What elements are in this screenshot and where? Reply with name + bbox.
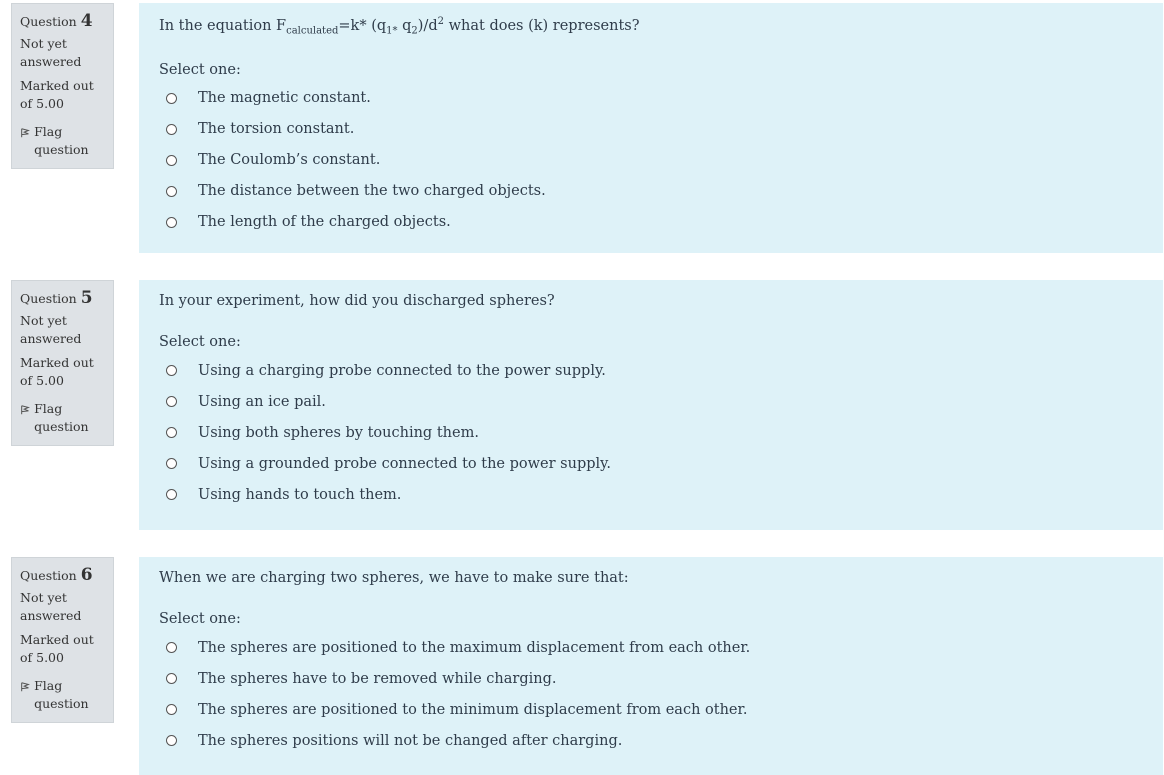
answer-option[interactable] [159,176,1143,207]
radio-button[interactable] [166,217,177,228]
radio-button[interactable] [166,458,177,469]
answer-option[interactable] [159,448,1143,479]
radio-button[interactable] [166,489,177,500]
answer-option[interactable] [159,207,1143,238]
answer-option[interactable] [159,663,1143,694]
select-one-prompt: Select one: [159,334,241,350]
question-info [11,280,114,446]
answer-label: The spheres are positioned to the minimum displacement from each other. [198,701,748,718]
flag-question-link[interactable] [20,123,107,159]
question-number [20,566,107,585]
flag-question-link[interactable] [20,677,107,713]
question-grade: Marked out of 5.00 [20,78,94,111]
question-content [139,280,1163,530]
select-one-prompt: Select one: [159,61,241,78]
radio-button[interactable] [166,427,177,438]
radio-button[interactable] [166,93,177,104]
question-grade: Marked out of 5.00 [20,355,94,388]
question-number-value: 6 [80,565,93,585]
radio-button[interactable] [166,396,177,407]
answer-label: Using an ice pail. [198,393,326,410]
answer-option[interactable] [159,694,1143,725]
question-text: In the equation $F_{calculated}=k*$ ($q_{1*}$ $q_2)/d^2$ what does (k) represents? [159,16,640,37]
radio-button[interactable] [166,704,177,715]
question-label: Question [20,14,77,29]
question-number [20,289,107,308]
answer-label: The spheres positions will not be changed after charging. [198,732,623,749]
flag-icon [20,404,30,416]
radio-button[interactable] [166,186,177,197]
question-state: Not yet answered [20,313,82,346]
question-state: Not yet answered [20,590,82,623]
flag-question-link[interactable] [20,400,107,436]
answer-option[interactable] [159,386,1143,417]
flag-label: Flag question [34,124,89,157]
answer-option[interactable] [159,479,1143,510]
question-grade: Marked out of 5.00 [20,632,94,665]
answer-label: Using hands to touch them. [198,486,402,503]
flag-icon [20,681,30,693]
answer-label: The magnetic constant. [198,90,371,107]
answer-label: The spheres have to be removed while charging. [198,670,557,687]
answer-label: The distance between the two charged objects. [198,183,546,200]
radio-button[interactable] [166,642,177,653]
answer-label: The torsion constant. [198,121,355,138]
flag-label: Flag question [34,401,89,434]
radio-button[interactable] [166,735,177,746]
question-text: In your experiment, how did you discharged spheres? [159,293,555,309]
question-number-value: 5 [80,288,93,308]
answer-label: The length of the charged objects. [198,214,451,231]
radio-button[interactable] [166,124,177,135]
answer-option[interactable] [159,114,1143,145]
question-label: Question [20,291,77,306]
answer-option[interactable] [159,725,1143,756]
question-info [11,3,114,169]
radio-button[interactable] [166,673,177,684]
flag-icon [20,127,30,139]
answer-label: The Coulomb’s constant. [198,152,381,169]
flag-label: Flag question [34,678,89,711]
question-text: When we are charging two spheres, we have to make sure that: [159,570,629,586]
question-info [11,557,114,723]
question-state: Not yet answered [20,36,82,69]
answer-label: Using both spheres by touching them. [198,424,479,441]
answer-option[interactable] [159,355,1143,386]
question-number [20,12,107,31]
answer-option[interactable] [159,632,1143,663]
answer-option[interactable] [159,417,1143,448]
answer-label: Using a grounded probe connected to the power supply. [198,455,612,472]
question-label: Question [20,568,77,583]
question-content [139,557,1163,775]
select-one-prompt: Select one: [159,611,241,627]
answer-option[interactable] [159,145,1143,176]
radio-button[interactable] [166,365,177,376]
radio-button[interactable] [166,155,177,166]
answer-label: The spheres are positioned to the maximum displacement from each other. [198,639,751,656]
answer-option[interactable] [159,83,1143,114]
question-number-value: 4 [80,11,93,31]
answer-label: Using a charging probe connected to the power supply. [198,362,606,379]
question-content [139,3,1163,253]
